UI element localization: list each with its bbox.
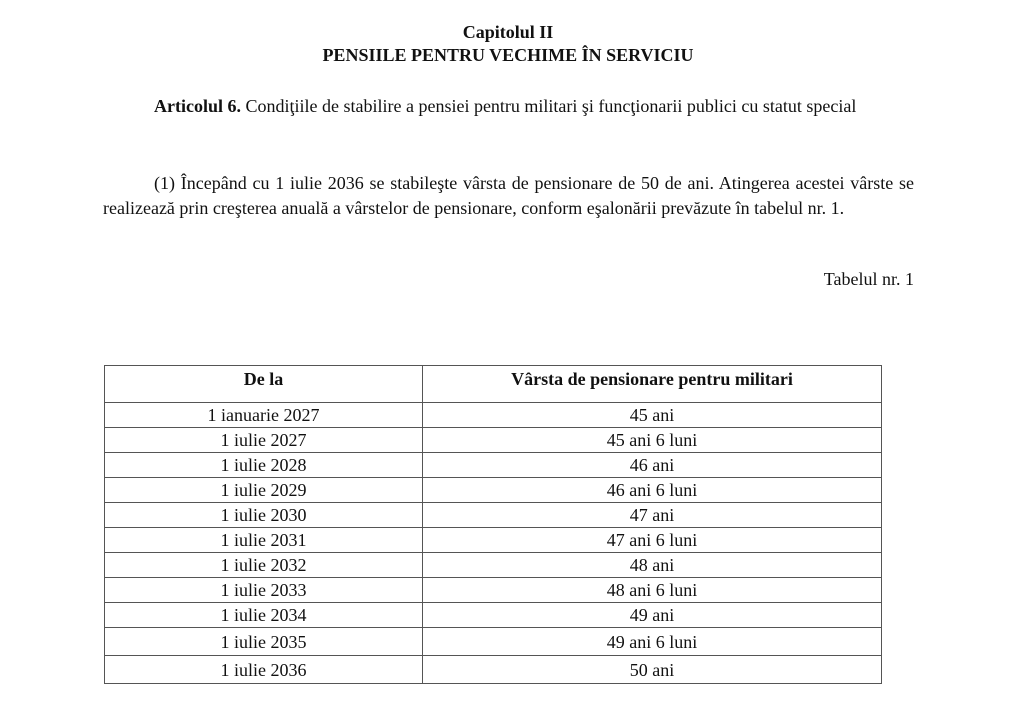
cell-age: 46 ani 6 luni — [423, 478, 882, 503]
table-row — [105, 553, 882, 578]
table-row — [105, 656, 882, 684]
cell-age: 47 ani — [423, 503, 882, 528]
cell-date: 1 iulie 2030 — [105, 503, 423, 528]
column-header-age: Vârsta de pensionare pentru militari — [423, 366, 882, 403]
table-row — [105, 503, 882, 528]
cell-age: 45 ani — [423, 403, 882, 428]
cell-date: 1 iulie 2027 — [105, 428, 423, 453]
paragraph-1: (1) Începând cu 1 iulie 2036 se stabileşte vârsta de pensionare de 50 de ani. Atingerea acestei vârste se realizează prin creşterea anuală a vârstelor de pensionare, conform eşalonării prevăzute în tabelul nr. 1. — [103, 173, 914, 218]
table-row — [105, 478, 882, 503]
table-row — [105, 528, 882, 553]
cell-date: 1 iulie 2031 — [105, 528, 423, 553]
cell-age: 47 ani 6 luni — [423, 528, 882, 553]
cell-age: 48 ani — [423, 553, 882, 578]
article-heading — [103, 94, 914, 118]
cell-date: 1 iulie 2029 — [105, 478, 423, 503]
article-heading-text: Condiţiile de stabilire a pensiei pentru militari şi funcţionarii publici cu statut special — [241, 96, 857, 116]
table-row — [105, 578, 882, 603]
column-header-date: De la — [105, 366, 423, 403]
table-row — [105, 403, 882, 428]
cell-date: 1 iulie 2028 — [105, 453, 423, 478]
cell-age: 45 ani 6 luni — [423, 428, 882, 453]
table-header-row — [105, 366, 882, 403]
cell-date: 1 ianuarie 2027 — [105, 403, 423, 428]
cell-age: 48 ani 6 luni — [423, 578, 882, 603]
table-row — [105, 628, 882, 656]
table-row — [105, 603, 882, 628]
table-caption: Tabelul nr. 1 — [823, 269, 914, 289]
cell-date: 1 iulie 2034 — [105, 603, 423, 628]
chapter-subtitle: PENSIILE PENTRU VECHIME ÎN SERVICIU — [322, 45, 694, 65]
cell-date: 1 iulie 2036 — [105, 656, 423, 684]
cell-age: 46 ani — [423, 453, 882, 478]
cell-date: 1 iulie 2032 — [105, 553, 423, 578]
cell-age: 49 ani 6 luni — [423, 628, 882, 656]
cell-date: 1 iulie 2033 — [105, 578, 423, 603]
cell-age: 50 ani — [423, 656, 882, 684]
table-row — [105, 453, 882, 478]
cell-age: 49 ani — [423, 603, 882, 628]
chapter-title: Capitolul II — [462, 22, 554, 42]
cell-date: 1 iulie 2035 — [105, 628, 423, 656]
pension-age-table — [104, 365, 882, 684]
article-number: Articolul 6. — [154, 96, 241, 116]
table-row — [105, 428, 882, 453]
